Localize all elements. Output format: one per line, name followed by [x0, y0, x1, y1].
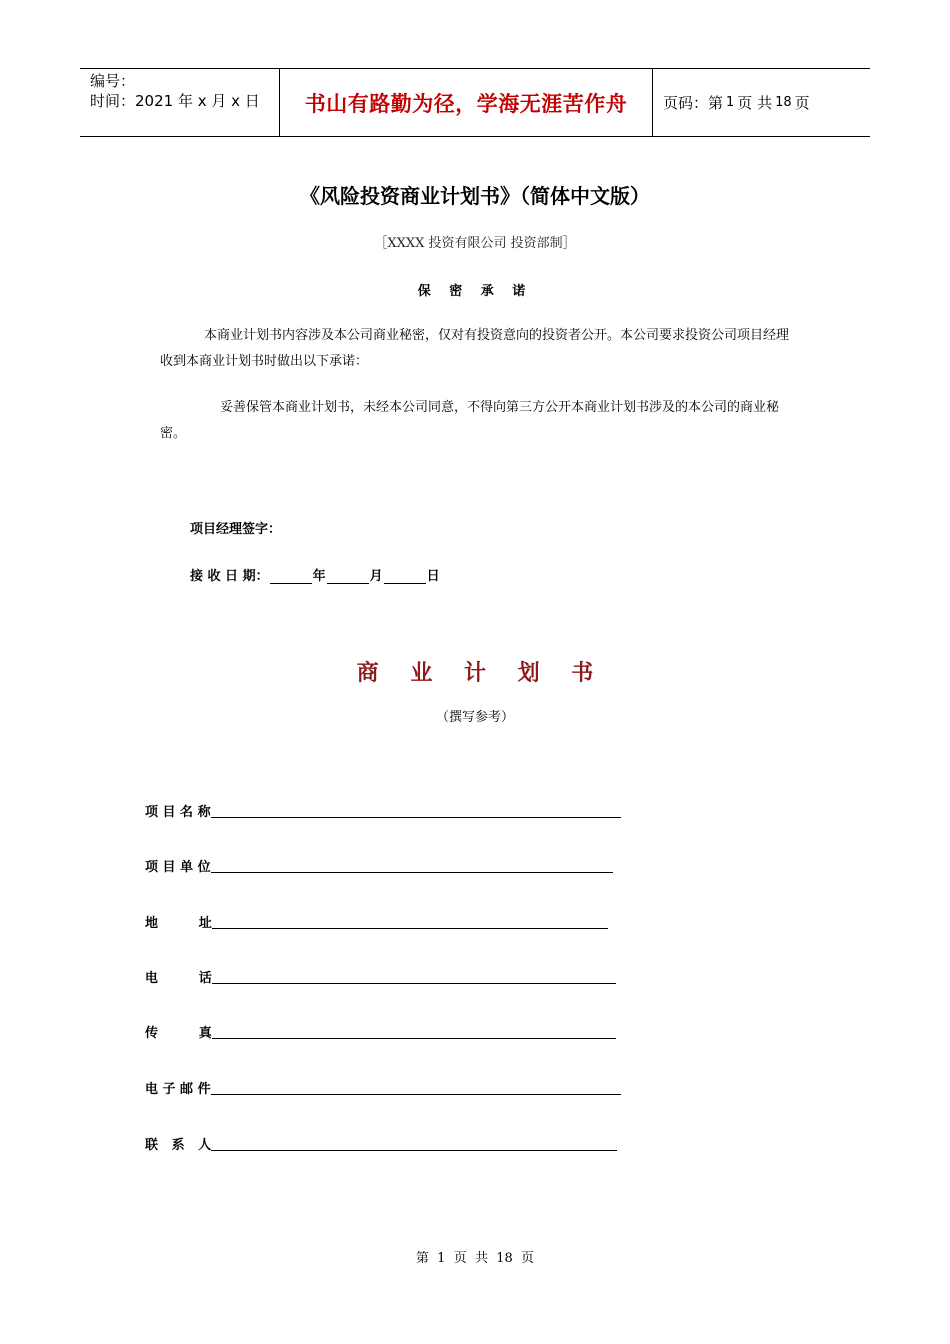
header-page-suffix: 页: [794, 94, 810, 112]
header-page-current: 1: [726, 95, 735, 110]
field-line[interactable]: [211, 816, 621, 818]
receive-date: [190, 565, 440, 584]
field-fax: [145, 1021, 616, 1041]
header-page-mid: 页 共: [737, 94, 773, 112]
year-label: 年: [312, 569, 326, 584]
day-label: 日: [426, 569, 440, 584]
confidentiality-paragraph-2: 妥善保管本商业计划书，未经本公司同意，不得向第三方公开本商业计划书涉及的本公司的商业秘密。: [160, 400, 780, 441]
field-line[interactable]: [212, 982, 616, 984]
field-label: 项 目 单 位: [145, 860, 211, 875]
header-page-number: [653, 69, 870, 136]
field-address: [145, 911, 608, 931]
header-number-label: 编号：: [90, 72, 136, 90]
field-line[interactable]: [212, 1037, 616, 1039]
header-time-label: 时间：2021 年 x 月 x 日: [90, 92, 260, 110]
day-blank[interactable]: [384, 569, 426, 584]
month-blank[interactable]: [327, 569, 369, 584]
field-line[interactable]: [211, 871, 613, 873]
year-blank[interactable]: [270, 569, 312, 584]
header-motto: 书山有路勤为径，学海无涯苦作舟: [280, 69, 653, 136]
page-footer: 第 1 页 共 18 页: [415, 1251, 535, 1266]
field-label: 项 目 名 称: [145, 805, 211, 820]
field-email: [145, 1077, 621, 1097]
field-label: 联 系 人: [145, 1138, 212, 1153]
header-meta: [80, 69, 280, 136]
field-line[interactable]: [212, 927, 608, 929]
field-label: 电 子 邮 件: [145, 1082, 211, 1097]
receive-date-label: 接 收 日 期：: [190, 569, 269, 584]
month-label: 月: [369, 569, 383, 584]
business-plan-title: 商 业 计 划 书: [356, 661, 606, 686]
field-phone: [145, 966, 616, 986]
field-project-name: [145, 800, 621, 820]
field-label: 传 真: [145, 1026, 212, 1041]
field-label: 电 话: [145, 971, 212, 986]
page-header: [80, 68, 870, 137]
document-subtitle: ［XXXX 投资有限公司 投资部制］: [374, 236, 576, 251]
field-label: 地 址: [145, 916, 212, 931]
header-page-prefix: 页码：第: [663, 94, 724, 112]
field-line[interactable]: [211, 1149, 617, 1151]
field-contact: [145, 1133, 617, 1153]
field-line[interactable]: [211, 1093, 621, 1095]
field-project-unit: [145, 855, 613, 875]
business-plan-subtitle: （撰写参考）: [435, 710, 514, 725]
confidentiality-heading: 保 密 承 诺: [417, 284, 533, 299]
signature-label: 项目经理签字：: [190, 522, 282, 537]
confidentiality-paragraph-1: 本商业计划书内容涉及本公司商业秘密，仅对有投资意向的投资者公开。本公司要求投资公司项目经理收到本商业计划书时做出以下承诺：: [160, 328, 790, 369]
header-page-total: 18: [775, 95, 792, 110]
document-title: 《风险投资商业计划书》（简体中文版）: [300, 184, 650, 208]
